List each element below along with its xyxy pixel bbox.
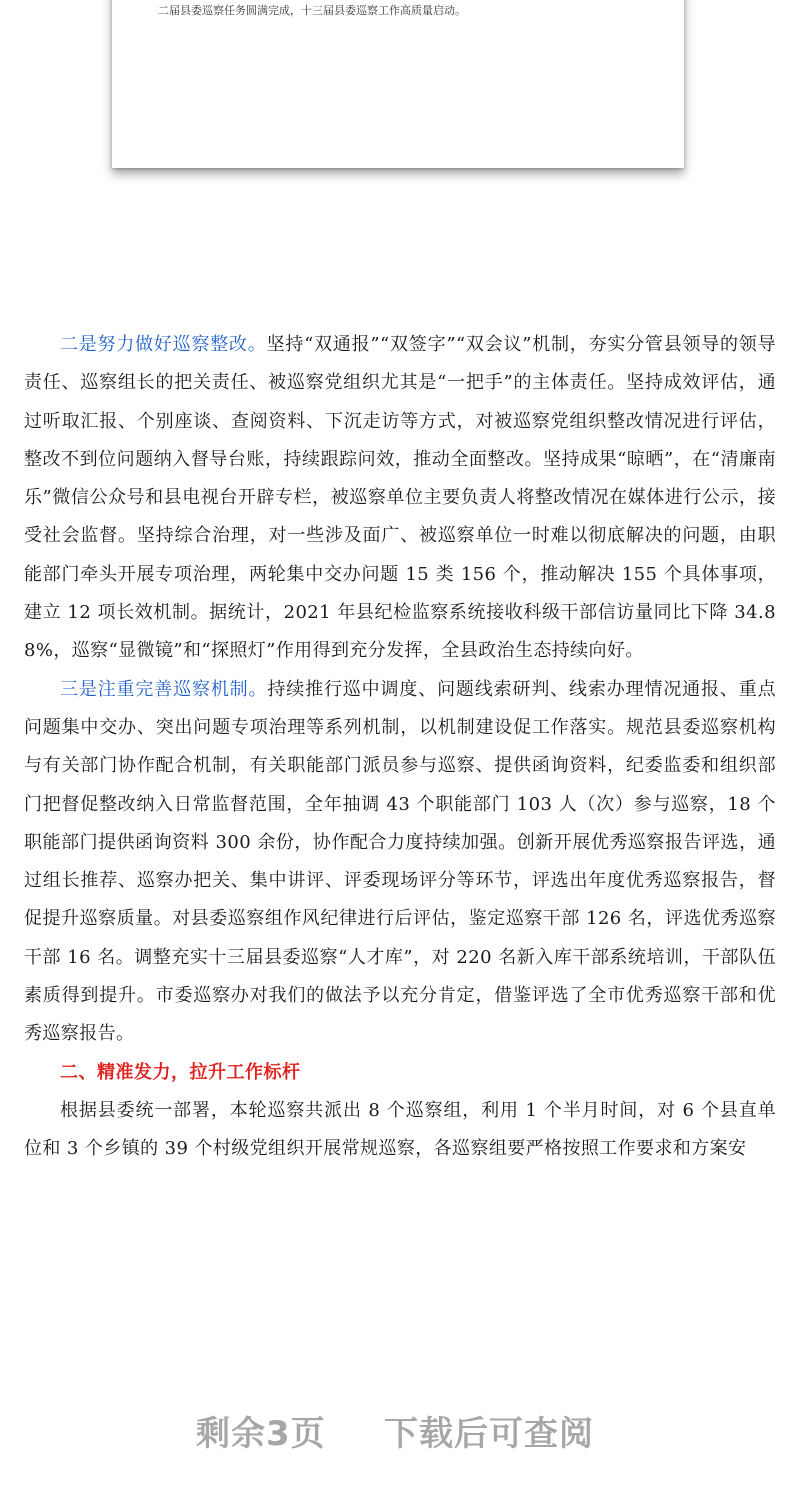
- remaining-pages-label: 剩余3页: [196, 1414, 326, 1454]
- paragraph-lead-rectification: 二是努力做好巡察整改。: [60, 334, 267, 355]
- paragraph-mechanism: [24, 671, 776, 1054]
- section-heading: 二、精准发力，拉升工作标杆: [60, 1061, 301, 1083]
- paragraph-deployment: 根据县委统一部署，本轮巡察共派出 8 个巡察组，利用 1 个半月时间，对 6 个县直单位和 3 个乡镇的 39 个村级党组织开展常规巡察，各巡察组要严格按照工作要求和方案安: [24, 1099, 776, 1160]
- download-to-view-label[interactable]: 下载后可查阅: [384, 1414, 594, 1454]
- paragraph-text-rectification: 坚持“双通报”“双签字”“双会议”机制，夯实分管县领导的领导责任、巡察组长的把关责任、被巡察党组织尤其是“一把手”的主体责任。坚持成效评估，通过听取汇报、个别座谈、查阅资料、下沉走访等方式，对被巡察党组织整改情况进行评估，整改不到位问题纳入督导台账，持续跟踪问效，推动全面整改。坚持成果“晾晒”，在“清廉南乐”微信公众号和县电视台开辟专栏，被巡察单位主要负责人将整改情况在媒体进行公示，接受社会监督。坚持综合治理，对一些涉及面广、被巡察单位一时难以彻底解决的问题，由职能部门牵头开展专项治理，两轮集中交办问题 15 类 156 个，推动解决 155 个具体事项，建立 12 项长效机制。据统计，2021 年县纪检监察系统接收科级干部信访量同比下降 34.88%，巡察“显微镜”和“探照灯”作用得到充分发挥，全县政治生态持续向好。: [24, 334, 776, 662]
- previous-page-preview-card: [112, 0, 684, 168]
- document-body: [24, 326, 776, 1169]
- remaining-pages-notice[interactable]: [0, 1380, 800, 1506]
- paragraph-text-mechanism: 持续推行巡中调度、问题线索研判、线索办理情况通报、重点问题集中交办、突出问题专项治理等系列机制，以机制建设促工作落实。规范县委巡察机构与有关部门协作配合机制，有关职能部门派员参与巡察、提供函询资料，纪委监委和组织部门把督促整改纳入日常监督范围，全年抽调 43 个职能部门 103 人（次）参与巡察，18 个职能部门提供函询资料 300 余份，协作配合力度持续加强。创新开展优秀巡察报告评选，通过组长推荐、巡察办把关、集中讲评、评委现场评分等环节，评选出年度优秀巡察报告，督促提升巡察质量。对县委巡察组作风纪律进行后评估，鉴定巡察干部 126 名，评选优秀巡察干部 16 名。调整充实十三届县委巡察“人才库”，对 220 名新入库干部系统培训，干部队伍素质得到提升。市委巡察办对我们的做法予以充分肯定，借鉴评选了全市优秀巡察干部和优秀巡察报告。: [24, 678, 776, 1045]
- paragraph-rectification: [24, 326, 776, 671]
- preview-text-line: 二届县委巡察任务圆满完成，十三届县委巡察工作高质量启动。: [158, 4, 466, 17]
- paragraph-lead-mechanism: 三是注重完善巡察机制。: [60, 678, 268, 700]
